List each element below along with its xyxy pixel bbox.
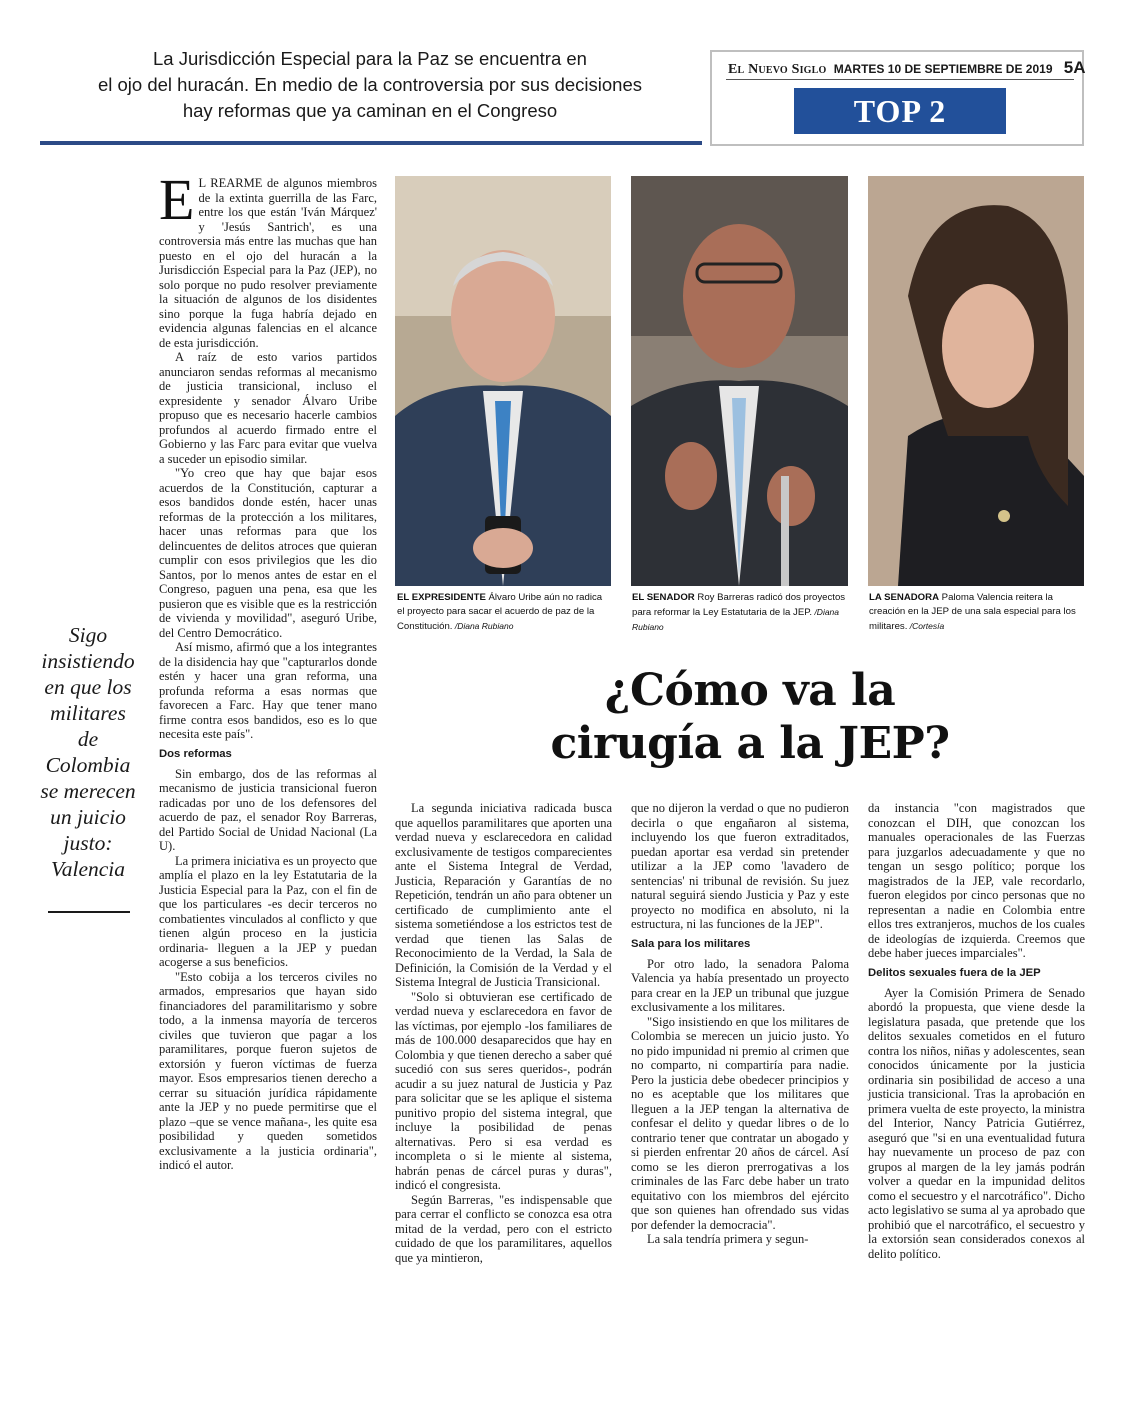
- subheading: Dos reformas: [159, 747, 232, 760]
- headline-line: cirugía a la JEP?: [550, 718, 950, 769]
- photo-valencia: [868, 176, 1084, 586]
- deck-line: el ojo del huracán. En medio de la controversia por sus decisiones: [97, 74, 642, 95]
- photo-credit: /Cortesía: [907, 621, 945, 631]
- paragraph: "Esto cobija a los terceros civiles no armados, empresarios que hayan sido financiadores del paramilitarismo y sobre todo, a la inmensa mayoría de terceros civiles que tuvieron que pagar a los paramilitares, porque fueron sujetos de extorsión y fueron víctimas de fuerza mayor. Esos empresarios tienen derecho a cerrar su situación jurídica rápidamente ante la JEP y no puede permitirse que el plazo –que se vence mañana-, les quite esa posibilidad y queden sometidos exclusivamente a la justicia ordinaria", indicó el autor.: [159, 969, 377, 1172]
- article-column-1: [159, 167, 378, 1173]
- newspaper-name: El Nuevo Siglo: [728, 62, 827, 77]
- section-badge: TOP 2: [794, 88, 1006, 134]
- masthead: [710, 50, 1084, 146]
- paragraph: que no dijeron la verdad o que no pudieron decirla o que engañaron al sistema, incluyendo los que fueron extraditados, puedan aportar esa verdad sin pretender utilizar a la JEP como 'lavadero de sentencias' ni tribunal de revisión. Su juez natural seguirá siendo Justicia y Paz y este proyecto no modifica en absoluto, ni la estructura, ni las funciones de la JEP".: [631, 801, 849, 931]
- paragraph: La segunda iniciativa radicada busca que aquellos paramilitares que aporten una verdad nueva y esclarecedora en calidad exclusivamente de testigos comparecientes ante el Sistema Integral de Verdad, Justicia, Reparación y Garantías de no Repetición, tendrán un año para obtener un certificado de cumplimiento ante el sistema sometiéndose a los estrictos test de verdad que tienen las Salas de Reconocimiento de la Verdad, la Sala de Definición, la Comisión de la Verdad y el Sistema Integral de Justicia Transicional.: [395, 801, 612, 989]
- paragraph: "Yo creo que hay que bajar esos acuerdos de la Constitución, capturar a esos bandidos donde estén, hacer unas reformas de la protección a los militares, hacer unas reformas para que los delincuentes de delitos atroces que quieran cumplir con esos privilegios que les dio Santos, por lo menos antes de estar en el Congreso, paguen una pena, esa que les pusieron que es visible que es la restricción de vivienda y movilidad", aseguró Uribe, del Centro Democrático.: [159, 466, 377, 640]
- paragraph: Por otro lado, la senadora Paloma Valencia ya había presentado un proyecto para crear en la JEP un tribunal que juzgue exclusivamente a los militares.: [631, 956, 849, 1014]
- paragraph: Ayer la Comisión Primera de Senado abordó la propuesta, que viene desde la legislatura pasada, que pretende que los delitos sexuales cometidos en el futuro contra los niños, niñas y adolescentes, sean conocidos únicamente por la justicia ordinaria sin posibilidad de acceso a una justicia transicional. Tras la aprobación en primera vuelta de este proyecto, la ministra del Interior, Nancy Patricia Gutiérrez, aseguró que "si en una eventualidad futura hay nuevamente un proceso de paz con grupos al margen de la ley jamás podrán volver a quedar en la impunidad delitos como el secuestro y el narcotráfico". Dicho acto legislativo se suma al ya aprobado que prohibió que el narcotráfico, el secuestro y la extorsión sean considerados conexos al delito político.: [868, 985, 1085, 1261]
- paragraph: Así mismo, afirmó que a los integrantes de la disidencia hay que "capturarlos donde estén y hacer una gran reforma, una profunda reforma a esas normas que favorecen a Farc. Hay que tener mano firme contra esos bandidos, eso es lo que necesita este país".: [159, 640, 377, 741]
- article-deck: [40, 46, 700, 124]
- photo-uribe: [395, 176, 611, 586]
- photo-caption: [397, 591, 611, 634]
- article-column-3: [631, 801, 849, 1247]
- photo-credit: /Diana Rubiano: [452, 621, 514, 631]
- deck-line: hay reformas que ya caminan en el Congreso: [182, 100, 558, 121]
- deck-rule: [40, 141, 702, 145]
- photo-caption: [869, 591, 1084, 634]
- paragraph: "Sigo insistiendo en que los militares de Colombia se merecen un juicio justo. Yo no pido impunidad ni premio al crimen que no comparto, ni compartiría para nadie. Pero la justicia debe obedecer principios y no es aceptable que los militares que lleguen a la JEP tengan la alternativa de confesar el delito y quedar libres o de lo contrario tener que contratar un abogado y si pierden enfrentar 20 años de cárcel. Así como se les dieron prerrogativas a los criminales de las Farc debe haber un trato equitativo con los miembros del ejército que son quienes han ofrendado sus vidas por defender la democracia".: [631, 1014, 849, 1232]
- paragraph: A raíz de esto varios partidos anunciaron sendas reformas al mecanismo de justicia transicional, incluso el expresidente y senador Álvaro Uribe propuso que es necesario hacerle cambios profundos al acuerdo firmado entre el Gobierno y las Farc para evitar que vuelva a suceder un episodio similar.: [159, 350, 377, 466]
- article-column-2: [395, 801, 612, 1265]
- paragraph: La primera iniciativa es un proyecto que amplía el plazo en la ley Estatutaria de la Justicia Especial para la Paz, con el fin de que los particulares -es decir terceros no combatientes vinculados al conflicto y que tienen algún proceso en la justicia ordinaria- lleguen a la JEP y puedan acogerse a sus beneficios.: [159, 853, 378, 969]
- paragraph: da instancia "con magistrados que conozcan el DIH, que conozcan los manuales operacionales de las Fuerzas para juzgarlos adecuadamente y que no tengan un sesgo político; porque los magistrados de la JEP, vale recordarlo, fueron elegidos por cinco personas que no representan a nadie en Colombia entre ellos tres extranjeros, muchos de los cuales de ideologías de izquierda. Creemos que debe haber jueces imparciales".: [868, 801, 1085, 960]
- subheading: Delitos sexuales fuera de la JEP: [868, 966, 1041, 979]
- caption-lead: EL EXPRESIDENTE: [397, 592, 486, 603]
- page-number: 5A: [1063, 58, 1086, 77]
- caption-lead: EL SENADOR: [632, 592, 695, 603]
- masthead-rule: [726, 79, 1074, 80]
- caption-text: Paloma Valencia reitera la creación en la JEP de una sala especial para los militares.: [869, 592, 1076, 632]
- photo-caption: [632, 591, 850, 635]
- paragraph: Sin embargo, dos de las reformas al mecanismo de justicia transicional fueron radicadas por uno de los defensores del acuerdo de paz, el senador Roy Barreras, del Partido Social de Unidad Nacional (La U).: [159, 766, 377, 853]
- deck-line: La Jurisdicción Especial para la Paz se encuentra en: [153, 48, 587, 69]
- paragraph: L REARME de algunos miembros de la extinta guerrilla de las Farc, entre los que están 'Iván Márquez' y 'Jesús Santrich', es una controversia más entre las muchas que han puesto en el ojo del huracán a la Jurisdicción Especial para la Paz (JEP), no solo porque no pudo resolver previamente la situación de algunos de los disidentes sino porque la fuga habría dejado en evidencia algunas falencias en el alcance de esta jurisdicción.: [159, 176, 377, 350]
- folio: [728, 58, 1086, 80]
- caption-lead: LA SENADORA: [869, 592, 939, 603]
- photo-barreras: [631, 176, 848, 586]
- headline-line: ¿Cómo va la: [604, 665, 896, 716]
- headline: [500, 664, 1000, 770]
- caption-text: Álvaro Uribe aún no radica el proyecto para sacar el acuerdo de paz de la Constitución.: [397, 592, 603, 632]
- pull-quote-rule: [48, 911, 130, 913]
- subheading: Sala para los militares: [631, 937, 751, 950]
- paragraph: La sala tendría primera y segun-: [647, 1232, 809, 1246]
- caption-text: Roy Barreras radicó dos proyectos para reformar la Ley Estatutaria de la JEP.: [632, 592, 846, 618]
- paragraph: "Solo si obtuvieran ese certificado de verdad nueva y esclarecedora en favor de las víctimas, por ejemplo -los familiares de más de 100.000 desaparecidos que hay en Colombia y que tienen derecho a saber qué sucedió con sus seres queridos-, podrán acudir a su juez natural de Justicia y Paz para solicitar que se les aplique el sistema punitivo propio del sistema integral, que incluye la posibilidad de penas alternativas. Pero si esa verdad es incompleta o si le miente al sistema, habrán penas de cárcel puras y duras", indicó el congresista.: [395, 989, 612, 1192]
- article-column-4: [868, 801, 1085, 1261]
- pull-quote: Sigo insistiendo en que los militares de Colombia se merecen un juicio justo: Valencia: [40, 623, 136, 881]
- photo-credit: /Diana Rubiano: [632, 607, 840, 632]
- drop-cap: E: [159, 167, 195, 232]
- paragraph: Según Barreras, "es indispensable que para cerrar el conflicto se conozca esa otra mitad de la verdad, pero con el estricto cuidado de que los paramilitares, aquellos que ya mintieron,: [395, 1192, 612, 1265]
- issue-date: MARTES 10 DE SEPTIEMBRE DE 2019: [833, 62, 1053, 76]
